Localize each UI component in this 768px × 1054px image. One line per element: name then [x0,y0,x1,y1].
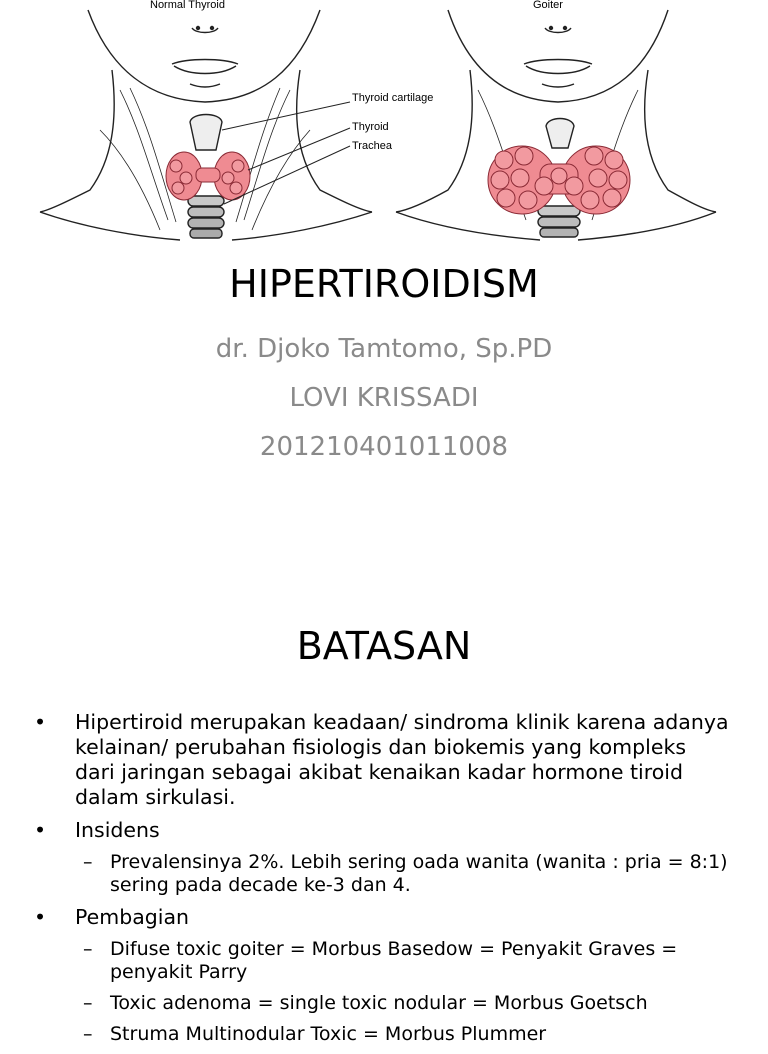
presenter-name: dr. Djoko Tamtomo, Sp.PD [215,334,553,364]
normal-thyroid-title: Normal Thyroid [150,0,225,11]
slide2-title: BATASAN [296,624,472,668]
normal-thyroid-drawing [40,10,372,240]
sub-bullet-graves: – Difuse toxic goiter = Morbus Basedow = Penyakit Graves = penyakit Parry [30,938,730,984]
batasan-content [30,710,730,1054]
sub-bullet-prevalensi: – Prevalensinya 2%. Lebih sering oada wanita (wanita : pria = 8:1) sering pada decade ke-3 dan 4. [30,851,730,897]
label-thyroid: Thyroid [352,121,389,133]
goiter-title: Goiter [533,0,563,11]
thyroid-illustration [0,0,768,250]
student-id: 201210401011008 [259,432,509,462]
goiter-gland [488,146,630,214]
slide1-title: HIPERTIROIDISM [229,262,539,306]
goiter-drawing [396,10,716,240]
label-thyroid-cartilage: Thyroid cartilage [352,92,434,104]
sub-bullet-plummer: – Struma Multinodular Toxic = Morbus Plummer [30,1023,730,1046]
author-name: LOVI KRISSADI [289,383,479,413]
normal-thyroid-gland [166,152,250,200]
bullet-pembagian: • Pembagian [30,905,730,930]
label-trachea: Trachea [352,140,392,152]
bullet-definition: • Hipertiroid merupakan keadaan/ sindroma klinik karena adanya kelainan/ perubahan fisiologis dan biokemis yang kompleks dari jaringan sebagai akibat kenaikan kadar hormone tiroid dalam sirkulasi. [30,710,730,810]
sub-bullet-toxic-adenoma: – Toxic adenoma = single toxic nodular = Morbus Goetsch [30,992,730,1015]
bullet-insidens: • Insidens [30,818,730,843]
